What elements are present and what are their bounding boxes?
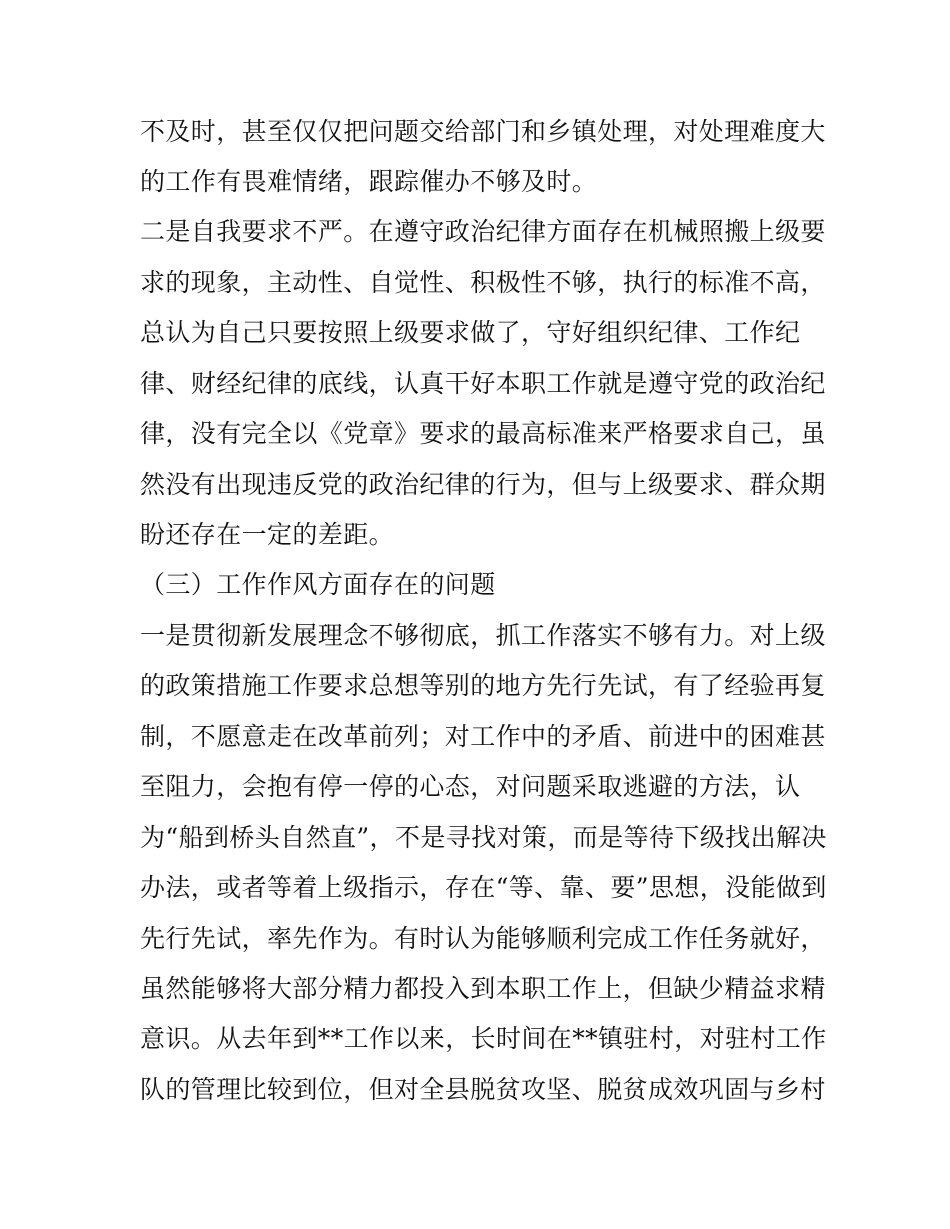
text-line-7: 律，没有完全以《党章》要求的最高标准来严格要求自己，虽 [140,419,826,448]
text-line-16: 办法，或者等着上级指示，存在“等、靠、要”思想，没能做到 [140,873,827,902]
text-line-6: 律、财经纪律的底线，认真干好本职工作就是遵守党的政治纪 [140,369,826,398]
text-line-13: 制，不愿意走在改革前列；对工作中的矛盾、前进中的困难甚 [140,722,826,751]
text-line-18: 虽然能够将大部分精力都投入到本职工作上，但缺少精益求精 [140,974,826,1003]
text-line-5: 总认为自己只要按照上级要求做了，守好组织纪律、工作纪 [140,318,801,347]
text-line-20: 队的管理比较到位，但对全县脱贫攻坚、脱贫成效巩固与乡村 [140,1075,826,1104]
text-line-3: 二是自我要求不严。在遵守政治纪律方面存在机械照搬上级要 [140,217,826,246]
section-heading: （三）工作作风方面存在的问题 [140,570,496,599]
text-line-14: 至阻力，会抱有停一停的心态，对问题采取逃避的方法，认 [140,772,801,801]
text-line-19: 意识。从去年到**工作以来，长时间在**镇驻村，对驻村工作 [140,1024,827,1053]
text-line-12: 的政策措施工作要求总想等别的地方先行先试，有了经验再复 [140,671,826,700]
text-line-1: 不及时，甚至仅仅把问题交给部门和乡镇处理，对处理难度大 [140,117,826,146]
text-line-11: 一是贯彻新发展理念不够彻底，抓工作落实不够有力。对上级 [140,621,826,650]
text-line-4: 求的现象，主动性、自觉性、积极性不够，执行的标准不高， [140,268,826,297]
text-line-15: 为“船到桥头自然直”，不是寻找对策，而是等待下级找出解决 [140,823,827,852]
text-line-9: 盼还存在一定的差距。 [140,520,395,549]
text-line-8: 然没有出现违反党的政治纪律的行为，但与上级要求、群众期 [140,470,826,499]
text-line-17: 先行先试，率先作为。有时认为能够顺利完成工作任务就好， [140,924,826,953]
text-line-2: 的工作有畏难情绪，跟踪催办不够及时。 [140,167,598,196]
